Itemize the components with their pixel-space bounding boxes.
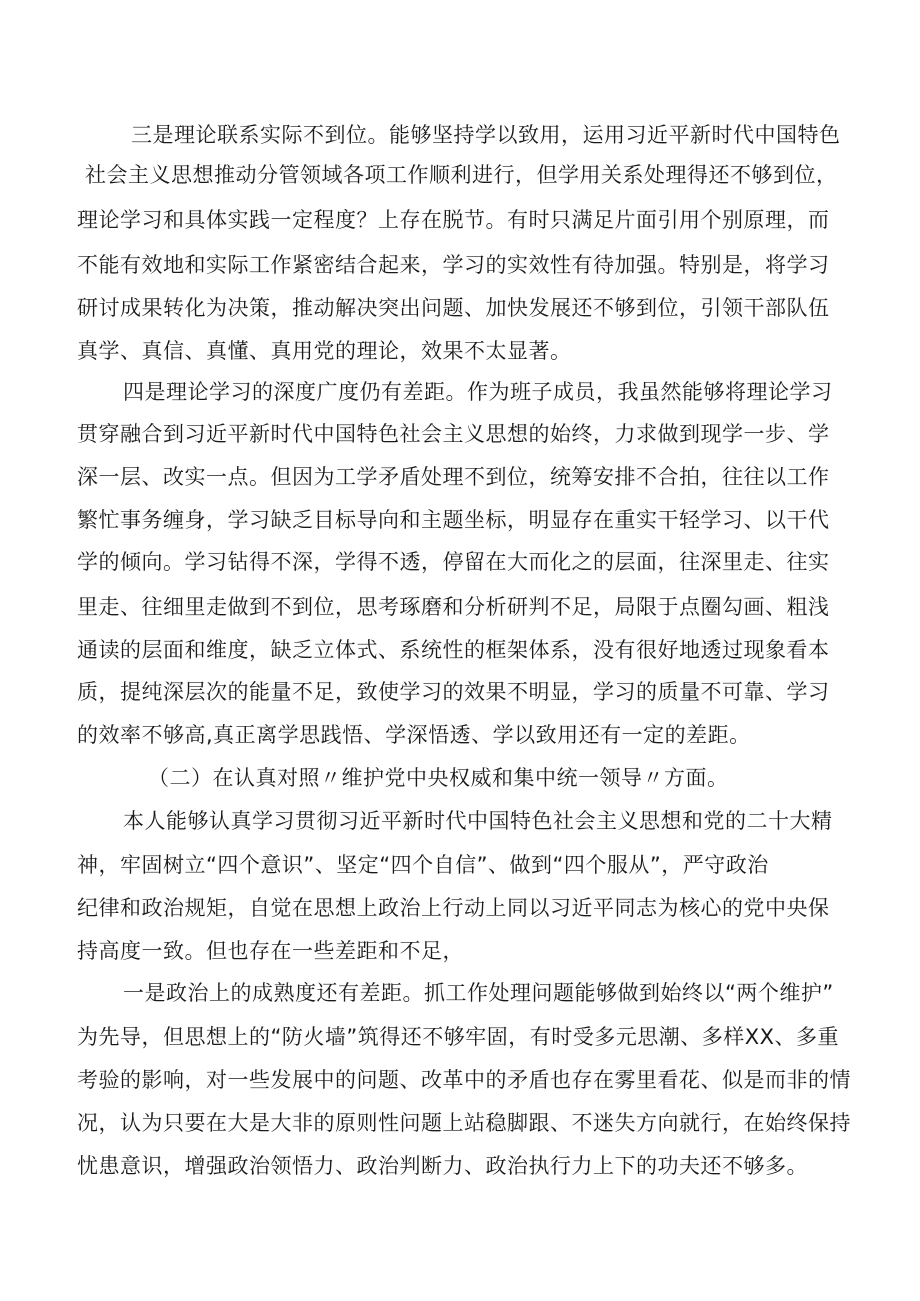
text-line: 通读的层面和维度，缺乏立体式、系统性的框架体系，没有很好地透过现象看本 [77,638,830,662]
text-line: 况，认为只要在大是大非的原则性问题上站稳脚跟、不迷失方向就行，在始终保持 [77,1111,851,1135]
text-line: 理论学习和具体实践一定程度？上存在脱节。有时只满足片面引用个别原理，而 [77,208,830,232]
text-line: 本人能够认真学习贯彻习近平新时代中国特色社会主义思想和党的二十大精 [123,809,833,833]
text-line: 纪律和政治规矩，自觉在思想上政治上行动上同以习近平同志为核心的党中央保 [77,896,830,920]
text-line: 社会主义思想推动分管领域各项工作顺利进行，但学用关系处理得还不够到位， [85,163,838,187]
text-line: 繁忙事务缠身，学习缺乏目标导向和主题坐标，明显存在重实干轻学习、以干代 [77,508,830,532]
text-line: 不能有效地和实际工作紧密结合起来，学习的实效性有待加强。特别是，将学习 [77,253,830,277]
text-line: 四是理论学习的深度广度仍有差距。作为班子成员，我虽然能够将理论学习 [123,380,833,404]
text-line: 一是政治上的成熟度还有差距。抓工作处理问题能够做到始终以“两个维护” [123,981,834,1005]
text-line: 为先导，但思想上的“防火墙”筑得还不够牢固，有时受多元思潮、多样XX、多重 [77,1025,840,1049]
text-line: 里走、往细里走做到不到位，思考琢磨和分析研判不足，局限于点圈勾画、粗浅 [77,595,830,619]
section-heading-text: （二）在认真对照〃维护党中央权威和集中统一领导〃方面。 [148,766,729,790]
text-line: 真学、真信、真懂、真用党的理论，效果不太显著。 [77,339,572,363]
text-line: 研讨成果转化为决策，推动解决突出问题、加快发展还不够到位，引领干部队伍 [77,296,830,320]
text-line: 持高度一致。但也存在一些差距和不足， [77,939,464,963]
text-line: 学的倾向。学习钻得不深，学得不透，停留在大而化之的层面，往深里走、往实 [77,550,830,574]
text-line: 贯穿融合到习近平新时代中国特色社会主义思想的始终，力求做到现学一步、学 [77,422,830,446]
text-line: 的效率不够高,真正离学思践悟、学深悟透、学以致用还有一定的差距。 [77,723,751,747]
text-line: 三是理论联系实际不到位。能够坚持学以致用，运用习近平新时代中国特色 [131,123,841,147]
text-line: 神，牢固树立“四个意识”、坚定“四个自信”、做到“四个服从”，严守政治 [77,853,769,877]
text-line: 深一层、改实一点。但因为工学矛盾处理不到位，统筹安排不合拍，往往以工作 [77,465,830,489]
text-line: 质，提纯深层次的能量不足，致使学习的效果不明显，学习的质量不可靠、学习 [77,680,830,704]
text-line: 考验的影响，对一些发展中的问题、改革中的矛盾也存在雾里看花、似是而非的情 [77,1068,851,1092]
text-line: 忧患意识，增强政治领悟力、政治判断力、政治执行力上下的功夫还不够多。 [77,1154,808,1178]
